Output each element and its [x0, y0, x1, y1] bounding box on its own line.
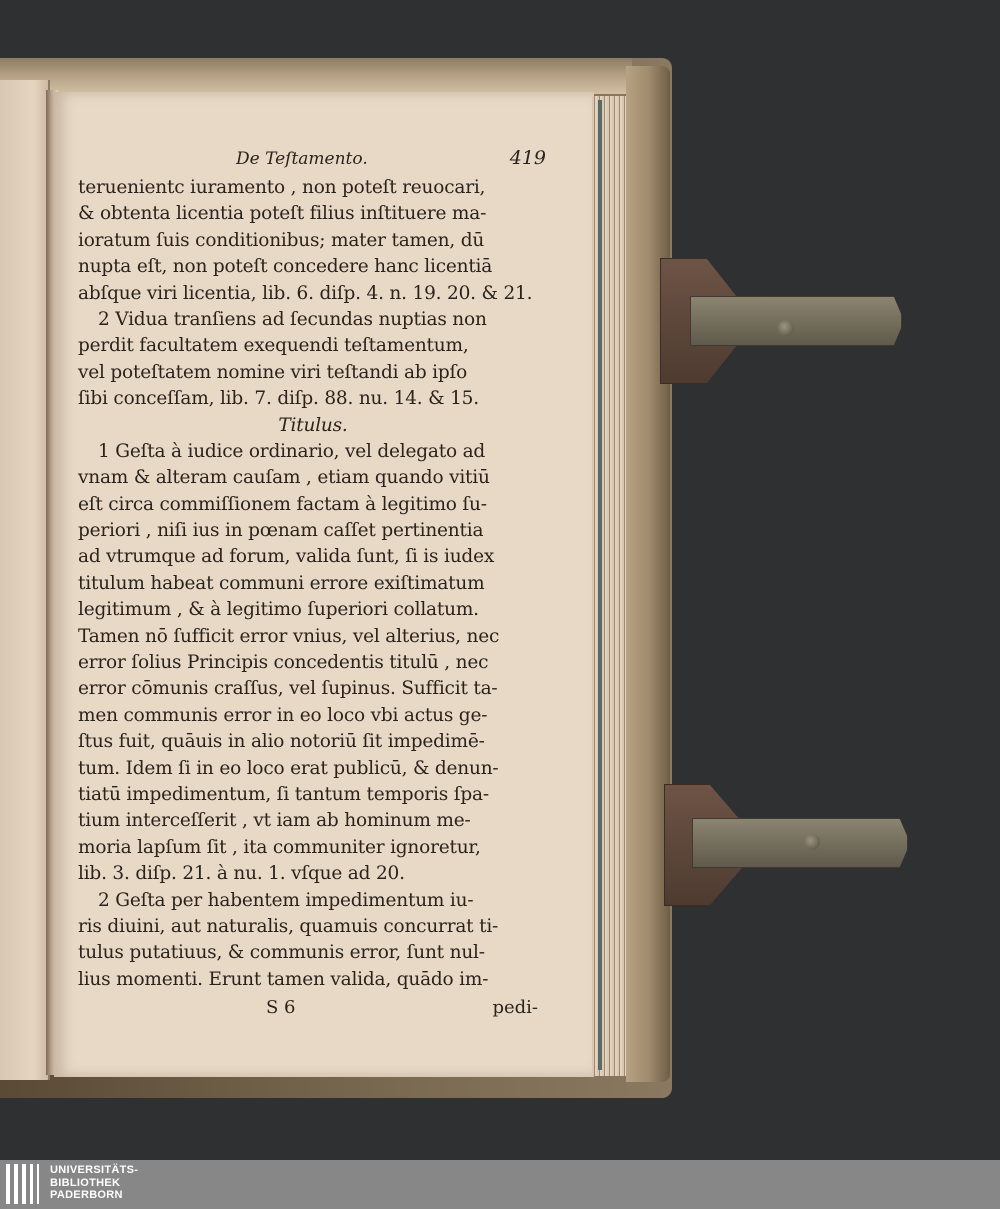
text-line: ſibi conceſſam, lib. 7. diſp. 88. nu. 14. & 15. [78, 388, 479, 410]
lower-clasp-rivet [804, 834, 820, 850]
text-line: 2 Geſta per habentem impedimentum iu- [98, 889, 474, 911]
upper-clasp [660, 258, 912, 384]
text-line: Tamen nō ſufficit error vnius, vel alterius, nec [78, 625, 500, 647]
upper-clasp-bar [690, 296, 902, 346]
text-line: & obtenta licentia poteſt filius inſtituere ma- [78, 203, 487, 225]
lower-clasp-bar [692, 818, 908, 868]
text-line: ad vtrumque ad forum, valida ſunt, ſi is iudex [78, 546, 495, 568]
text-line: 1 Geſta à iudice ordinario, vel delegato ad [98, 440, 486, 462]
text-line: legitimum , & à legitimo ſuperiori collatum. [78, 599, 479, 621]
text-line: tium interceſſerit , vt iam ab hominum me- [78, 810, 471, 832]
text-line: titulum habeat communi errore exiſtimatum [78, 572, 485, 594]
text-line: perdit facultatem exequendi teſtamentum, [78, 335, 469, 357]
text-line: lib. 3. diſp. 21. à nu. 1. vſque ad 20. [78, 863, 405, 885]
book-top-edge [0, 58, 632, 94]
text-line: abſque viri licentia, lib. 6. diſp. 4. n. 19. 20. & 21. [78, 282, 533, 304]
text-line: tulus putatiuus, & communis error, ſunt nul- [78, 942, 485, 964]
text-line: error ſolius Principis concedentis titulū , nec [78, 652, 489, 674]
page-footer [78, 997, 548, 1027]
text-line: ioratum ſuis conditionibus; mater tamen, dū [78, 229, 485, 251]
signature-mark: S 6 [266, 997, 296, 1019]
page-stack-edge [592, 96, 628, 1076]
library-name-line: BIBLIOTHEK [50, 1176, 121, 1189]
cover-fore-edge [626, 66, 670, 1082]
page-stack-shadow [598, 100, 602, 1070]
text-line: 2 Vidua tranſiens ad ſecundas nuptias non [98, 308, 487, 330]
text-line: periori , niſi ius in pœnam caſſet pertinentia [78, 520, 484, 542]
text-line: ris diuini, aut naturalis, quamuis concurrat ti- [78, 915, 499, 937]
text-line: men communis error in eo loco vbi actus ge- [78, 704, 488, 726]
library-name-line: UNIVERSITÄTS- [50, 1164, 139, 1176]
text-line: tiatū impedimentum, ſi tantum temporis ſpa- [78, 783, 489, 805]
text-lines [78, 175, 548, 993]
running-head [78, 145, 548, 175]
upper-clasp-rivet [778, 320, 794, 336]
page-text-block [78, 145, 548, 1027]
text-line: tum. Idem ſi in eo loco erat publicū, & denun- [78, 757, 499, 779]
library-logo-icon [6, 1164, 44, 1204]
lower-clasp [664, 784, 912, 906]
text-line: eſt circa commiſſionem factam à legitimo ſu- [78, 493, 487, 515]
text-line: vnam & alteram cauſam , etiam quando vitiū [78, 467, 490, 489]
text-line: lius momenti. Erunt tamen valida, quādo im- [78, 968, 489, 990]
library-name-line: PADERBORN [50, 1189, 123, 1201]
text-line: ſtus fuit, quāuis in alio notoriū ſit impedimē- [78, 731, 485, 753]
section-heading: Titulus. [278, 414, 348, 436]
catchword: pedi- [492, 997, 538, 1019]
page-number: 419 [509, 147, 546, 169]
left-page-edge [0, 80, 50, 1080]
text-line: nupta eſt, non poteſt concedere hanc licentiā [78, 256, 493, 278]
text-line: moria lapſum ſit , ita communiter ignoretur, [78, 836, 481, 858]
text-line: teruenientc iuramento , non poteſt reuocari, [78, 177, 486, 198]
running-head-title: De Teſtamento. [236, 149, 368, 169]
text-line: error cōmunis craſſus, vel ſupinus. Sufficit ta- [78, 678, 498, 700]
library-footer-bar [0, 1160, 1000, 1209]
text-line: vel poteſtatem nomine viri teſtandi ab ipſo [78, 361, 468, 383]
library-name [50, 1164, 138, 1202]
